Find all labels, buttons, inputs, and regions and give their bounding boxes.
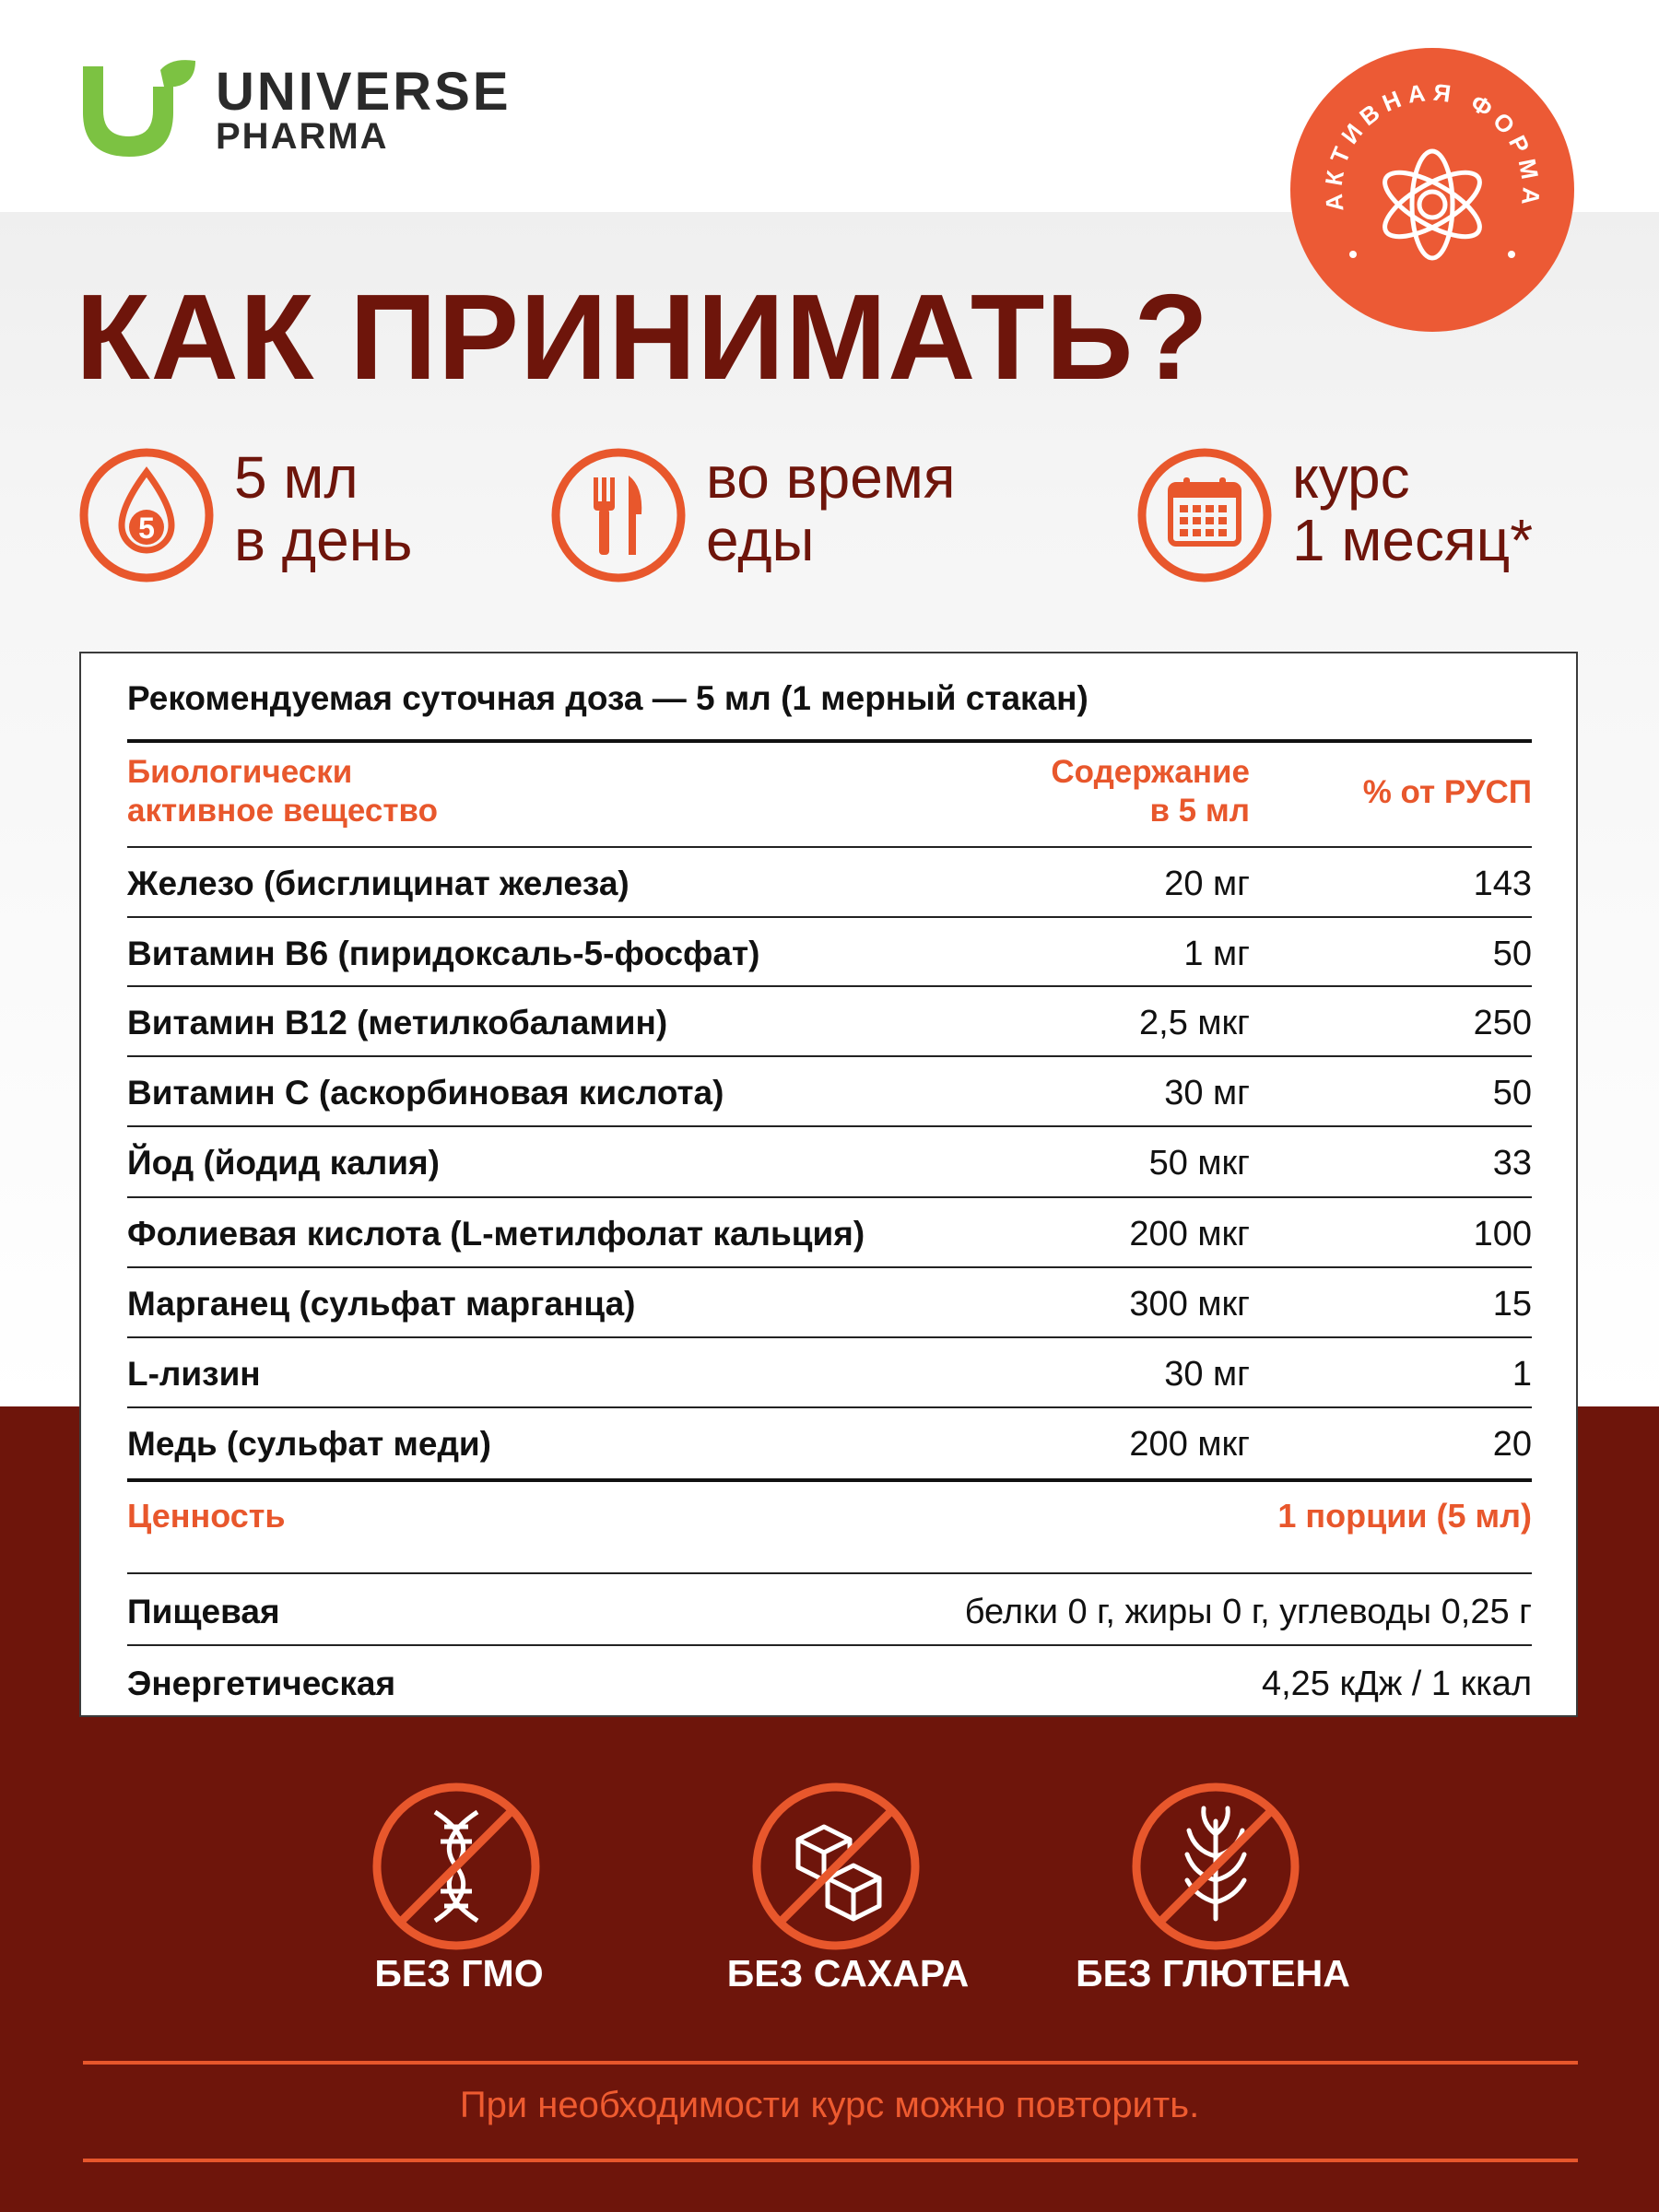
usage-dose	[79, 444, 466, 592]
usage-dose-text: 5 мл в день	[234, 444, 413, 573]
brand-logo	[79, 59, 559, 160]
table-row: Медь (сульфат меди) 200 мкг 20	[127, 1425, 1532, 1464]
value-header: Ценность 1 порции (5 мл)	[127, 1497, 1532, 1535]
table-title: Рекомендуемая суточная доза — 5 мл (1 мерный стакан)	[127, 679, 1088, 717]
drop-5-icon	[79, 448, 214, 582]
footer-divider-top	[83, 2061, 1578, 2065]
no-dna-icon	[371, 1781, 542, 1952]
badge-text: АКТИВНАЯ ФОРМА	[1319, 77, 1546, 213]
no-wheat-icon	[1130, 1781, 1301, 1952]
table-row: Железо (бисглицинат железа) 20 мг 143	[127, 865, 1532, 903]
table-row: Йод (йодид калия) 50 мкг 33	[127, 1144, 1532, 1182]
footer-note: При необходимости курс можно повторить.	[459, 2085, 1200, 2125]
table-row: Витамин С (аскорбиновая кислота) 30 мг 50	[127, 1074, 1532, 1112]
svg-text:5: 5	[138, 512, 155, 545]
table-row: Фолиевая кислота (L-метилфолат кальция) 200 мкг 100	[127, 1215, 1532, 1253]
u-leaf-logo-icon	[79, 59, 208, 160]
usage-course	[1137, 444, 1580, 592]
nutrition-row: Пищевая белки 0 г, жиры 0 г, углеводы 0,25 г	[127, 1593, 1532, 1631]
usage-meal	[551, 444, 1049, 592]
label-no-gluten: БЕЗ ГЛЮТЕНА	[1076, 1952, 1350, 1994]
header-percent: % от РУСП	[1362, 774, 1532, 810]
table-row: L-лизин 30 мг 1	[127, 1355, 1532, 1394]
brand-name-line2: PHARMA	[216, 116, 389, 157]
calendar-icon	[1137, 448, 1272, 582]
usage-course-text: курс 1 месяц*	[1292, 444, 1534, 573]
nutrition-row: Энергетическая 4,25 кДж / 1 ккал	[127, 1665, 1532, 1703]
page-title: КАК ПРИНИМАТЬ?	[76, 269, 1209, 405]
label-no-sugar: БЕЗ САХАРА	[726, 1952, 970, 1994]
active-form-badge	[1288, 46, 1576, 334]
header-substance: Биологически активное вещество	[127, 754, 438, 829]
table-row: Витамин В12 (метилкобаламин) 2,5 мкг 250	[127, 1004, 1532, 1042]
fork-knife-icon	[551, 448, 686, 582]
table-row: Витамин В6 (пиридоксаль-5-фосфат) 1 мг 50	[127, 935, 1532, 973]
usage-meal-text: во время еды	[706, 444, 956, 573]
composition-table	[79, 652, 1578, 1717]
header-content: Содержание в 5 мл	[1051, 754, 1250, 829]
no-sugar-cubes-icon	[750, 1781, 922, 1952]
table-divider	[127, 739, 1532, 743]
footer-divider-bottom	[83, 2159, 1578, 2162]
label-no-gmo: БЕЗ ГМО	[374, 1952, 544, 1994]
table-row: Марганец (сульфат марганца) 300 мкг 15	[127, 1285, 1532, 1324]
brand-name-line1: UNIVERSE	[216, 62, 512, 122]
